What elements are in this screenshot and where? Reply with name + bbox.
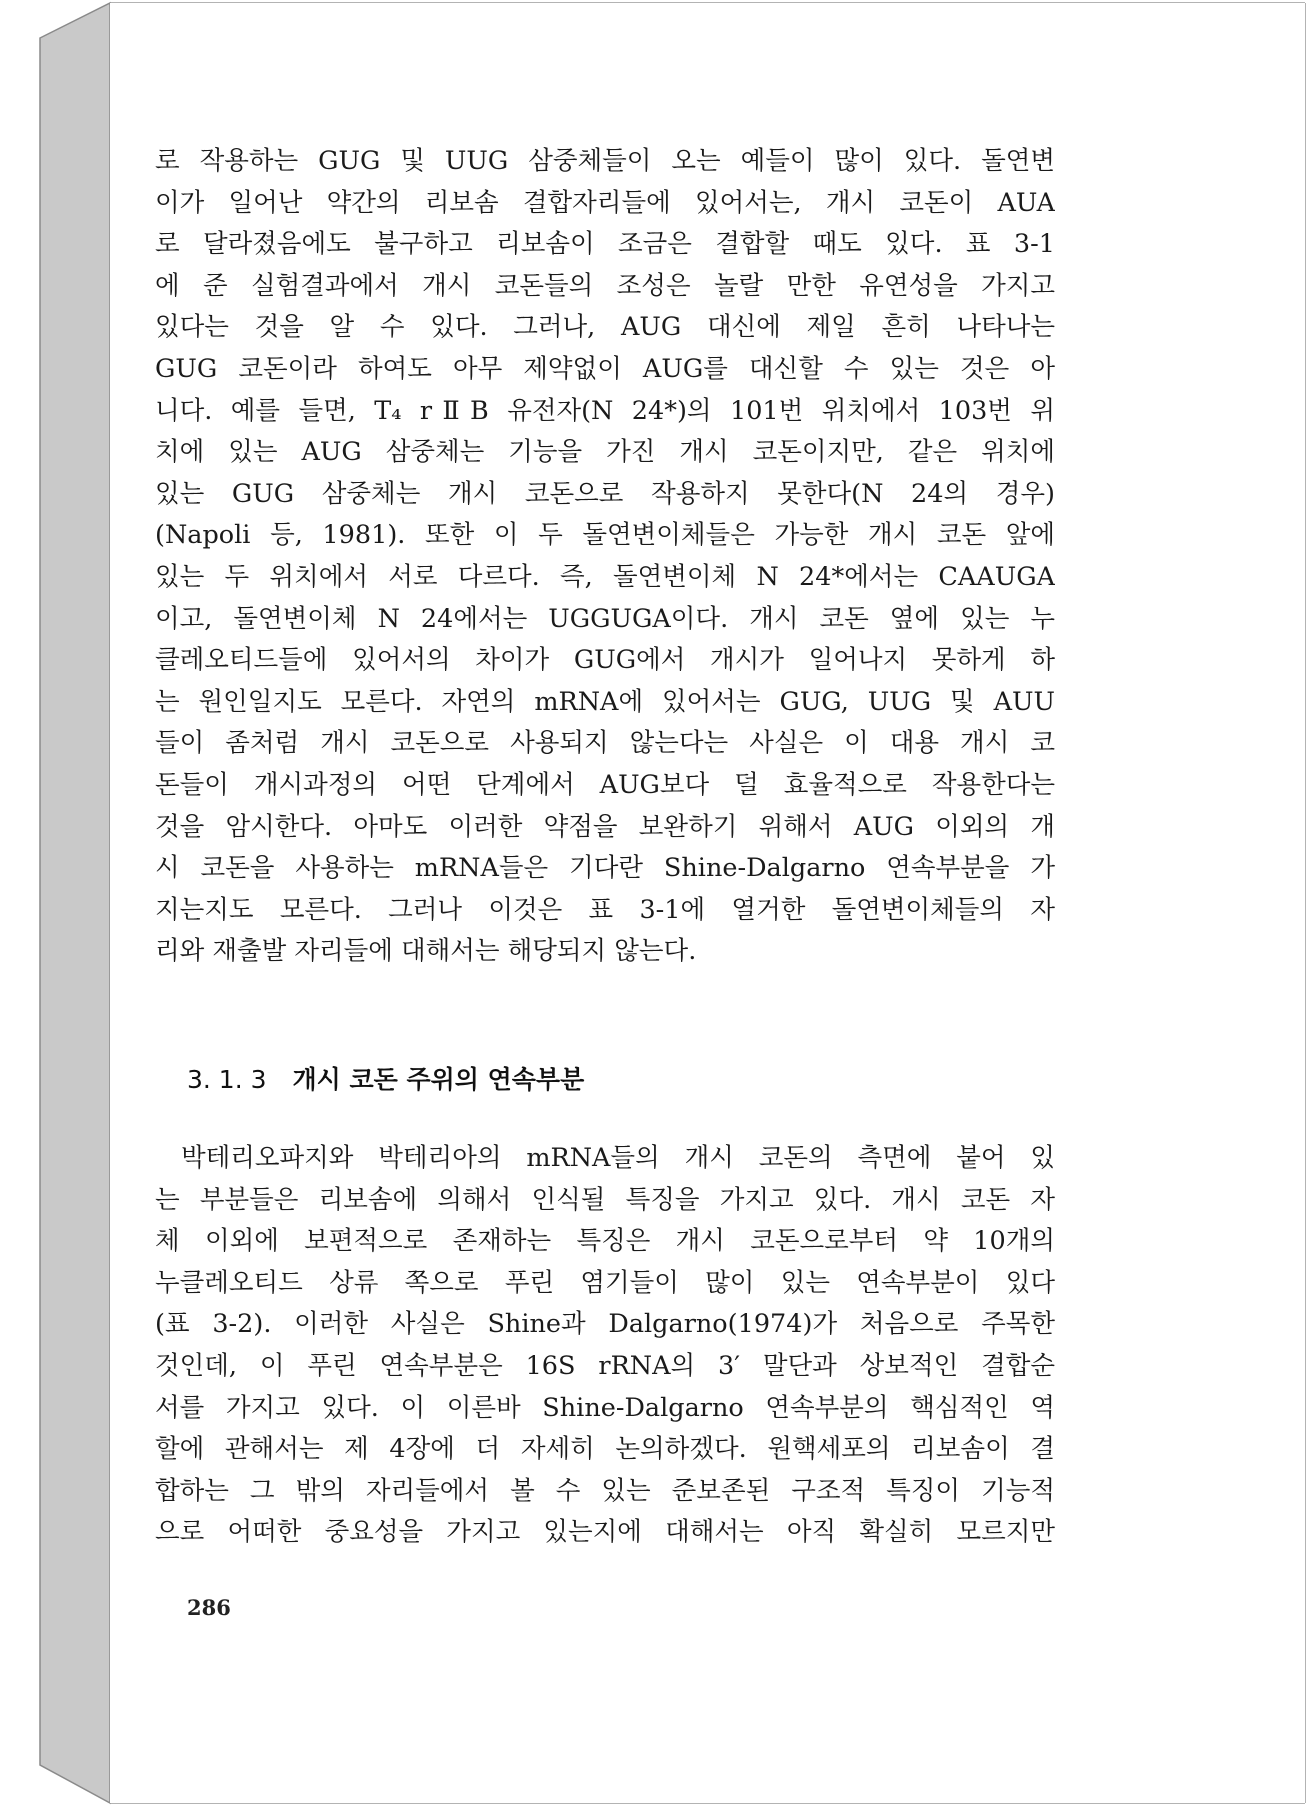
text-line: 로 작용하는 GUG 및 UUG 삼중체들이 오는 예들이 많이 있다. 돌연변 xyxy=(155,146,1055,176)
text-line: 것을 암시한다. 아마도 이러한 약점을 보완하기 위해서 AUG 이외의 개 xyxy=(155,811,1055,842)
text-line: 에 준 실험결과에서 개시 코돈들의 조성은 놀랄 만한 유연성을 가지고 xyxy=(155,270,1055,301)
text-line: 는 원인일지도 모른다. 자연의 mRNA에 있어서는 GUG, UUG 및 AUU xyxy=(155,686,1055,717)
text-line: 지는지도 모른다. 그러나 이것은 표 3-1에 열거한 돌연변이체들의 자 xyxy=(155,894,1055,925)
text-line: 돈들이 개시과정의 어떤 단계에서 AUG보다 덜 효율적으로 작용한다는 xyxy=(155,769,1055,800)
text-line: 누클레오티드 상류 쪽으로 푸린 염기들이 많이 있는 연속부분이 있다 xyxy=(155,1267,1055,1298)
page-number: 286 xyxy=(187,1595,231,1620)
text-line: 리와 재출발 자리들에 대해서는 해당되지 않는다. xyxy=(155,936,697,967)
text-line: 합하는 그 밖의 자리들에서 볼 수 있는 준보존된 구조적 특징이 기능적 xyxy=(155,1475,1055,1506)
text-line: 이가 일어난 약간의 리보솜 결합자리들에 있어서는, 개시 코돈이 AUA xyxy=(155,187,1055,218)
text-line: 박테리오파지와 박테리아의 mRNA들의 개시 코돈의 측면에 붙어 있 xyxy=(181,1143,1055,1173)
text-line: 것인데, 이 푸린 연속부분은 16S rRNA의 3′ 말단과 상보적인 결합순 xyxy=(155,1350,1055,1381)
text-line: 으로 어떠한 중요성을 가지고 있는지에 대해서는 아직 확실히 모르지만 xyxy=(155,1517,1055,1548)
text-line: 할에 관해서는 제 4장에 더 자세히 논의하겠다. 원핵세포의 리보솜이 결 xyxy=(155,1434,1055,1465)
text-line: 시 코돈을 사용하는 mRNA들은 기다란 Shine-Dalgarno 연속부분을 가 xyxy=(155,853,1055,884)
text-line: 로 달라졌음에도 불구하고 리보솜이 조금은 결합할 때도 있다. 표 3-1 xyxy=(155,229,1055,260)
text-line: 치에 있는 AUG 삼중체는 기능을 가진 개시 코돈이지만, 같은 위치에 xyxy=(155,437,1055,468)
paragraph-2 xyxy=(155,1138,1055,1554)
text-line: 는 부분들은 리보솜에 의해서 인식될 특징을 가지고 있다. 개시 코돈 자 xyxy=(155,1184,1055,1215)
text-line: 이고, 돌연변이체 N 24에서는 UGGUGA이다. 개시 코돈 옆에 있는 누 xyxy=(155,603,1055,634)
text-line: 들이 좀처럼 개시 코돈으로 사용되지 않는다는 사실은 이 대용 개시 코 xyxy=(155,728,1055,759)
text-line: 서를 가지고 있다. 이 이른바 Shine-Dalgarno 연속부분의 핵심적인 역 xyxy=(155,1392,1055,1423)
text-line: (Napoli 등, 1981). 또한 이 두 돌연변이체들은 가능한 개시 코돈 앞에 xyxy=(155,520,1055,551)
text-line: GUG 코돈이라 하여도 아무 제약없이 AUG를 대신할 수 있는 것은 아 xyxy=(155,353,1055,384)
text-line: 클레오티드들에 있어서의 차이가 GUG에서 개시가 일어나지 못하게 하 xyxy=(155,645,1055,676)
text-line: 니다. 예를 들면, T₄ rⅡB 유전자(N 24*)의 101번 위치에서 103번 위 xyxy=(155,395,1055,426)
text-line: 있는 두 위치에서 서로 다르다. 즉, 돌연변이체 N 24*에서는 CAAUGA xyxy=(155,561,1055,592)
section-number: 3. 1. 3 xyxy=(187,1065,267,1094)
section-heading xyxy=(187,1060,584,1096)
text-line: (표 3-2). 이러한 사실은 Shine과 Dalgarno(1974)가 처음으로 주목한 xyxy=(155,1309,1055,1340)
text-line: 있다는 것을 알 수 있다. 그러나, AUG 대신에 제일 흔히 나타나는 xyxy=(155,312,1055,343)
text-line: 체 이외에 보편적으로 존재하는 특징은 개시 코돈으로부터 약 10개의 xyxy=(155,1226,1055,1257)
paragraph-1 xyxy=(155,141,1055,973)
text-line: 있는 GUG 삼중체는 개시 코돈으로 작용하지 못한다(N 24의 경우) xyxy=(155,478,1055,509)
section-title: 개시 코돈 주위의 연속부분 xyxy=(292,1065,585,1094)
